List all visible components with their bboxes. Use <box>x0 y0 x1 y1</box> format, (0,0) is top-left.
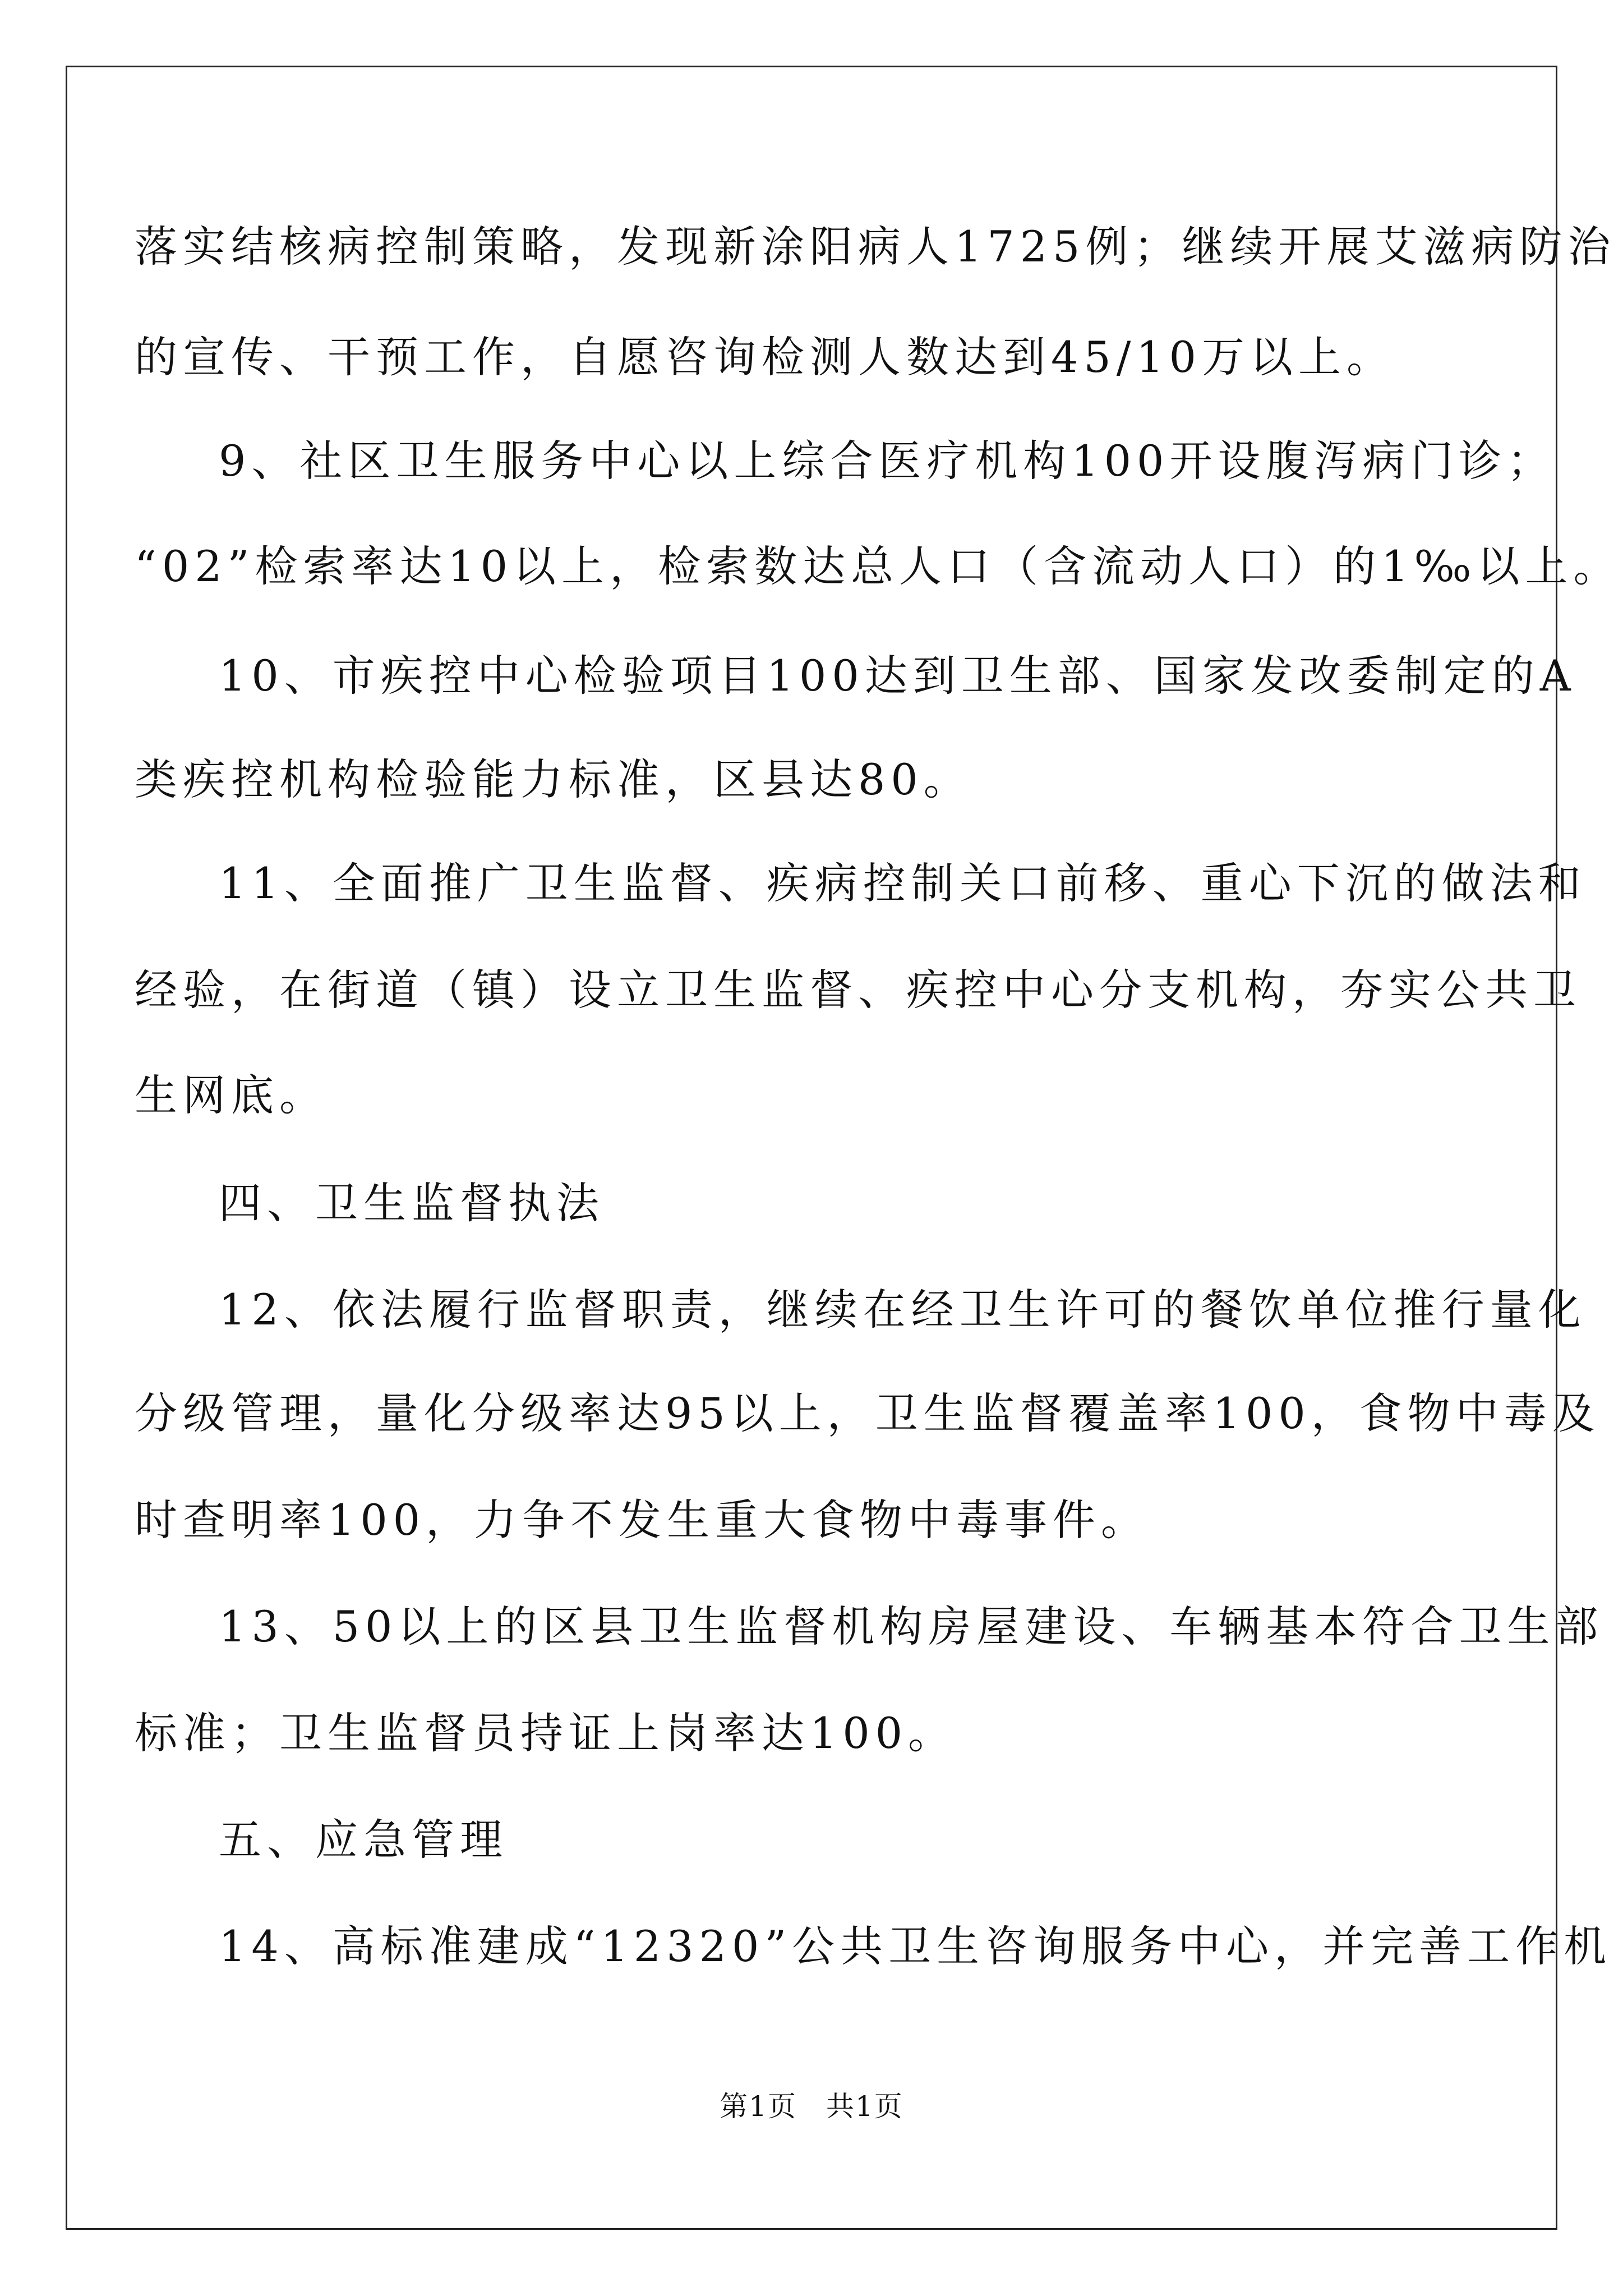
text-line: 13、50以上的区县卫生监督机构房屋建设、车辆基本符合卫生部 <box>219 1602 1604 1651</box>
text-line: 12、依法履行监督职责，继续在经卫生许可的餐饮单位推行量化 <box>219 1285 1587 1335</box>
section-heading: 四、卫生监督执法 <box>219 1178 605 1228</box>
text-line: 经验，在街道（镇）设立卫生监督、疾控中心分支机构，夯实公共卫 <box>135 965 1581 1015</box>
text-line: 14、高标准建成“12320”公共卫生咨询服务中心，并完善工作机 <box>219 1921 1612 1971</box>
text-line: 10、市疾控中心检验项目100达到卫生部、国家发改委制定的A <box>219 651 1576 701</box>
page-border <box>66 66 1557 2230</box>
text-line: “02”检索率达10以上，检索数达总人口（含流动人口）的1‰以上。 <box>135 541 1622 591</box>
text-line: 分级管理，量化分级率达95以上，卫生监督覆盖率100，食物中毒及 <box>135 1388 1601 1438</box>
text-line: 落实结核病控制策略，发现新涂阳病人1725例；继续开展艾滋病防治 <box>135 222 1616 272</box>
text-line: 11、全面推广卫生监督、疾病控制关口前移、重心下沉的做法和 <box>219 858 1587 908</box>
text-line: 时查明率100，力争不发生重大食物中毒事件。 <box>135 1495 1150 1545</box>
text-line: 生网底。 <box>135 1070 328 1120</box>
text-line: 9、社区卫生服务中心以上综合医疗机构100开设腹泻病门诊； <box>219 436 1556 486</box>
text-line: 标准；卫生监督员持证上岗率达100。 <box>135 1708 957 1758</box>
text-line: 的宣传、干预工作，自愿咨询检测人数达到45/10万以上。 <box>135 332 1395 382</box>
text-line: 类疾控机构检验能力标准，区县达80。 <box>135 754 972 804</box>
page-footer: 第1页 共1页 <box>720 2090 903 2123</box>
section-heading: 五、应急管理 <box>219 1815 508 1865</box>
